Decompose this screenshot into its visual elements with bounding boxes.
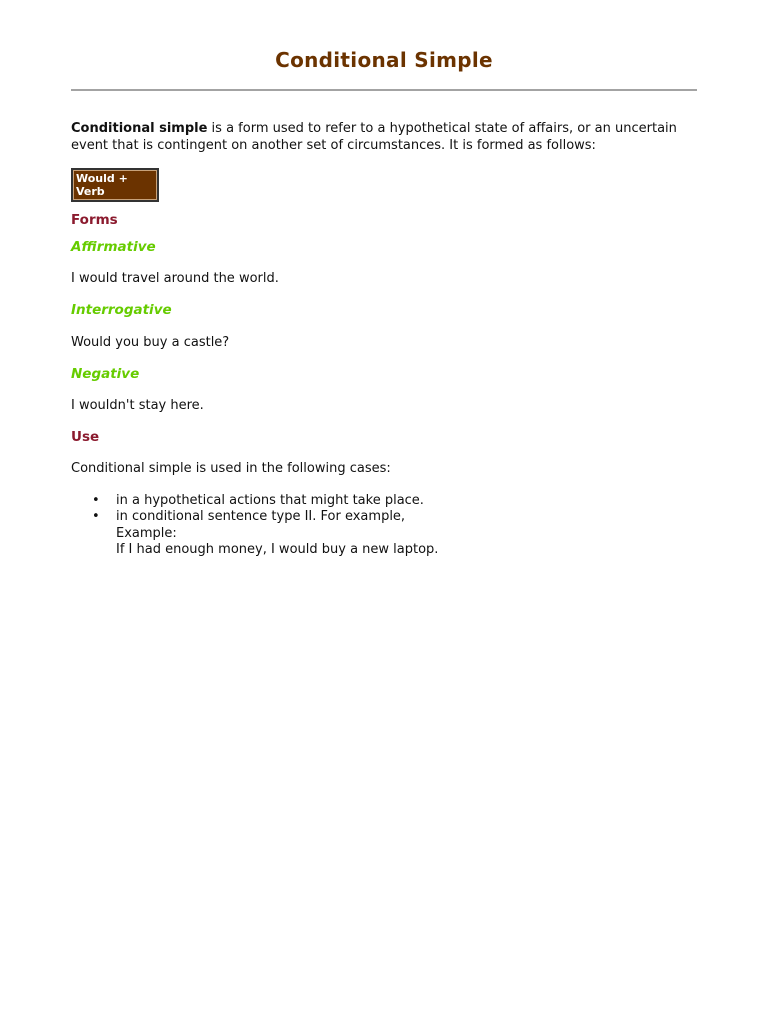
example-sentence: If I had enough money, I would buy a new laptop.	[116, 541, 439, 557]
affirmative-heading: Affirmative	[71, 239, 156, 255]
interrogative-example: Would you buy a castle?	[71, 335, 230, 350]
list-item	[71, 493, 438, 509]
list-item-text: in conditional sentence type II. For example,	[116, 509, 406, 525]
intro-paragraph	[71, 121, 697, 154]
negative-heading: Negative	[71, 366, 140, 382]
list-item-text: in a hypothetical actions that might take place.	[116, 493, 424, 508]
page-title: Conditional Simple	[275, 48, 493, 72]
use-heading: Use	[71, 429, 100, 445]
example-label: Example:	[116, 525, 177, 541]
bullet-icon: •	[92, 493, 100, 508]
intro-term: Conditional simple	[71, 121, 208, 136]
intro-text: is a form used to refer to a hypothetical state of affairs, or an uncertain event that is contingent on another set of circumstances. It is formed as follows:	[71, 121, 677, 153]
affirmative-example: I would travel around the world.	[71, 271, 279, 286]
interrogative-heading: Interrogative	[71, 302, 172, 318]
use-intro: Conditional simple is used in the following cases:	[71, 461, 391, 476]
negative-example: I wouldn't stay here.	[71, 398, 204, 413]
forms-heading: Forms	[71, 212, 118, 228]
list-item	[71, 509, 438, 558]
bullet-icon: •	[92, 509, 100, 525]
title-divider	[71, 89, 697, 91]
formula-box	[71, 168, 159, 202]
use-list	[71, 493, 438, 558]
formula-text: Would + Verb	[76, 172, 128, 198]
